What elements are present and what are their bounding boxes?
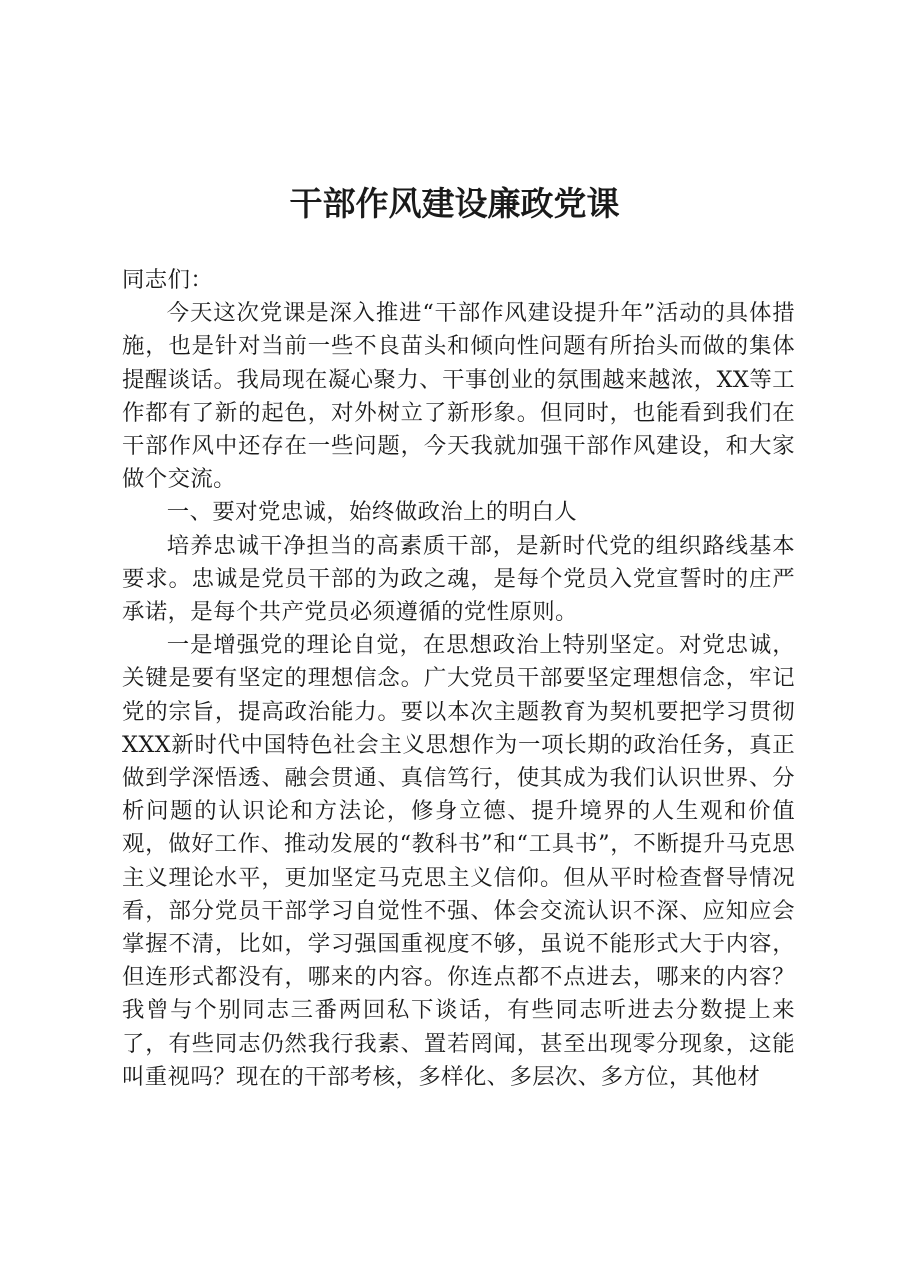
section-heading-1: 一、要对党忠诚，始终做政治上的明白人: [166, 499, 578, 526]
paragraph-loyalty: 培养忠诚干净担当的高素质干部，是新时代党的组织路线基本要求。忠诚是党员干部的为政之魂，是每个党员入党宣誓时的庄严承诺，是每个共产党员必须遵循的党性原则。: [122, 532, 795, 626]
salutation: 同志们：: [122, 267, 214, 293]
document-body: [122, 264, 795, 1094]
paragraph-theory: 一是增强党的理论自觉，在思想政治上特别坚定。对党忠诚，关键是要有坚定的理想信念。广大党员干部要坚定理想信念，牢记党的宗旨，提高政治能力。要以本次主题教育为契机要把学习贯彻XXX新时代中国特色社会主义思想作为一项长期的政治任务，真正做到学深悟透、融会贯通、真信笃行，使其成为我们认识世界、分析问题的认识论和方法论，修身立德、提升境界的人生观和价值观，做好工作、推动发展的“教科书”和“工具书”，不断提升马克思主义理论水平，更加坚定马克思主义信仰。但从平时检查督导情况看，部分党员干部学习自觉性不强、体会交流认识不深、应知应会掌握不清，比如，学习强国重视度不够，虽说不能形式大于内容，但连形式都没有，哪来的内容。你连点都不点进去，哪来的内容？我曾与个别同志三番两回私下谈话，有些同志听进去分数提上来了，有些同志仍然我行我素、置若罔闻，甚至出现零分现象，这能叫重视吗？现在的干部考核，多样化、多层次、多方位，其他材: [122, 632, 795, 1090]
paragraph-intro: 今天这次党课是深入推进“干部作风建设提升年”活动的具体措施，也是针对当前一些不良苗头和倾向性问题有所抬头而做的集体提醒谈话。我局现在凝心聚力、干事创业的氛围越来越浓，XX等工作都有了新的起色，对外树立了新形象。但同时，也能看到我们在干部作风中还存在一些问题，今天我就加强干部作风建设，和大家做个交流。: [122, 300, 795, 493]
document-title: 干部作风建设廉政党课: [289, 184, 620, 223]
